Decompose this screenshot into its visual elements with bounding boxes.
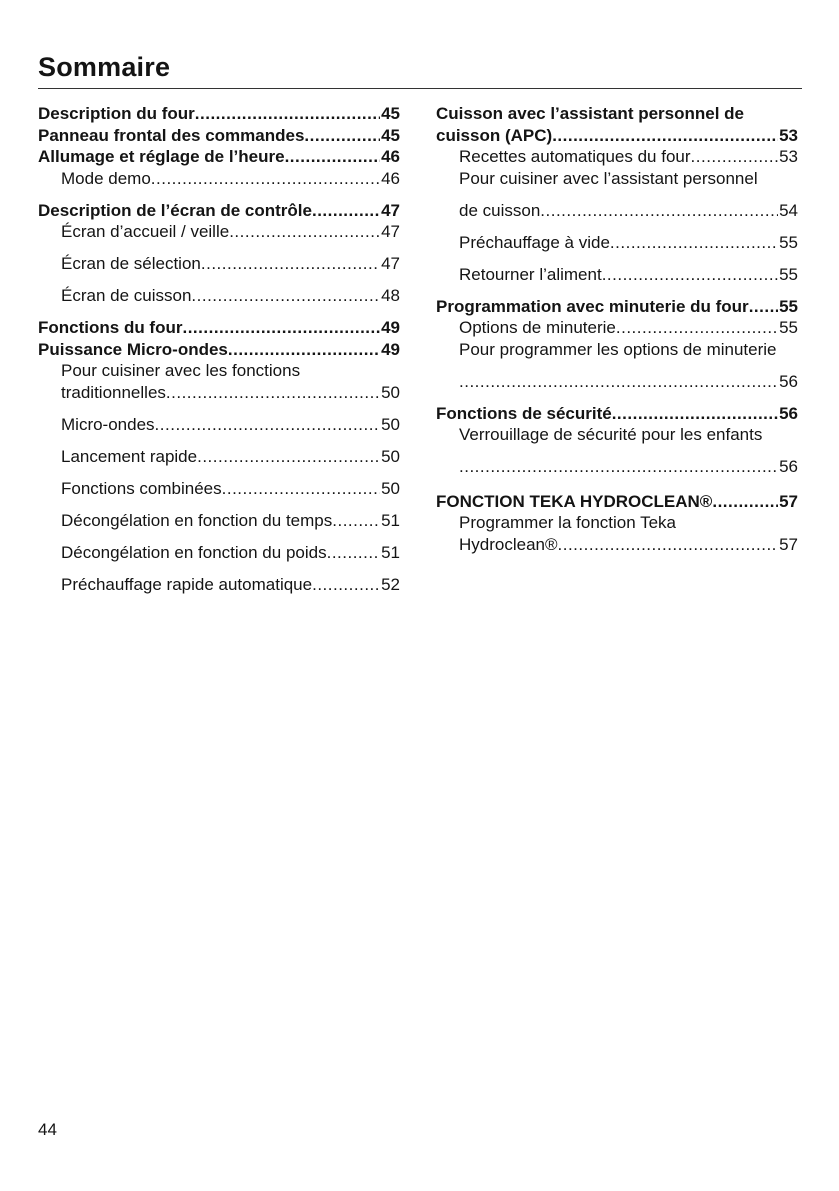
page-title: Sommaire	[38, 52, 171, 82]
toc-left-column	[38, 103, 400, 595]
toc-subentry[interactable]: Retourner l’aliment ..... 55	[436, 264, 798, 286]
toc-entry[interactable]: Puissance Micro-ondes ..... 49	[38, 339, 400, 361]
toc-subentry-line1[interactable]: Verrouillage de sécurité pour les enfants	[459, 425, 763, 444]
toc-entry[interactable]: Description du four ..... 45	[38, 103, 400, 125]
toc-subentry-line1[interactable]: Pour programmer les options de minuterie	[459, 339, 777, 359]
toc-subentry[interactable]: Écran de sélection ..... 47	[38, 253, 400, 275]
toc-subentry[interactable]: Décongélation en fonction du temps ..... 51	[38, 510, 400, 532]
toc-subentry[interactable]: ..... 56	[436, 456, 798, 478]
toc-subentry[interactable]: Écran d’accueil / veille ..... 47	[38, 221, 400, 243]
toc-entry[interactable]: Allumage et réglage de l’heure ..... 46	[38, 146, 400, 168]
toc-subentry[interactable]: Écran de cuisson ..... 48	[38, 285, 400, 307]
toc-entry[interactable]: Panneau frontal des commandes ..... 45	[38, 125, 400, 147]
toc-entry-line1[interactable]: Cuisson avec l’assistant personnel de	[436, 104, 745, 123]
toc-entry[interactable]: Programmation avec minuterie du four ..... 55	[436, 296, 798, 318]
toc-subentry-line1[interactable]: Programmer la fonction Teka	[459, 513, 677, 532]
toc-subentry[interactable]: Micro-ondes ..... 50	[38, 414, 400, 436]
toc-entry[interactable]: Fonctions du four ..... 49	[38, 317, 400, 339]
toc-subentry[interactable]: Préchauffage à vide ..... 55	[436, 232, 798, 254]
toc-entry[interactable]: Fonctions de sécurité ..... 56	[436, 403, 798, 425]
toc-subentry[interactable]: Décongélation en fonction du poids ..... 51	[38, 542, 400, 564]
toc-subentry[interactable]: Lancement rapide ..... 50	[38, 446, 400, 468]
page-number: 44	[38, 1120, 57, 1139]
toc-subentry[interactable]: traditionnelles ..... 50	[38, 382, 400, 404]
title-divider	[38, 88, 802, 89]
toc-entry[interactable]: FONCTION TEKA HYDROCLEAN® ..... 57	[436, 491, 798, 513]
toc-right-column	[436, 103, 798, 555]
toc-subentry[interactable]: de cuisson ..... 54	[436, 200, 798, 222]
toc-subentry[interactable]: Mode demo ..... 46	[38, 168, 400, 190]
toc-subentry-line1[interactable]: Pour cuisiner avec les fonctions	[61, 361, 301, 380]
toc-subentry-line1[interactable]: Pour cuisiner avec l’assistant personnel	[459, 168, 758, 188]
toc-subentry[interactable]: Préchauffage rapide automatique ..... 52	[38, 574, 400, 596]
toc-subentry[interactable]: ..... 56	[436, 371, 798, 393]
toc-entry[interactable]: Description de l’écran de contrôle ..... 47	[38, 200, 400, 222]
toc-subentry[interactable]: Fonctions combinées ..... 50	[38, 478, 400, 500]
toc-subentry[interactable]: Hydroclean® ..... 57	[436, 534, 798, 556]
toc-entry[interactable]: cuisson (APC) ..... 53	[436, 125, 798, 147]
toc-subentry[interactable]: Options de minuterie ..... 55	[436, 317, 798, 339]
toc-subentry[interactable]: Recettes automatiques du four ..... 53	[436, 146, 798, 168]
